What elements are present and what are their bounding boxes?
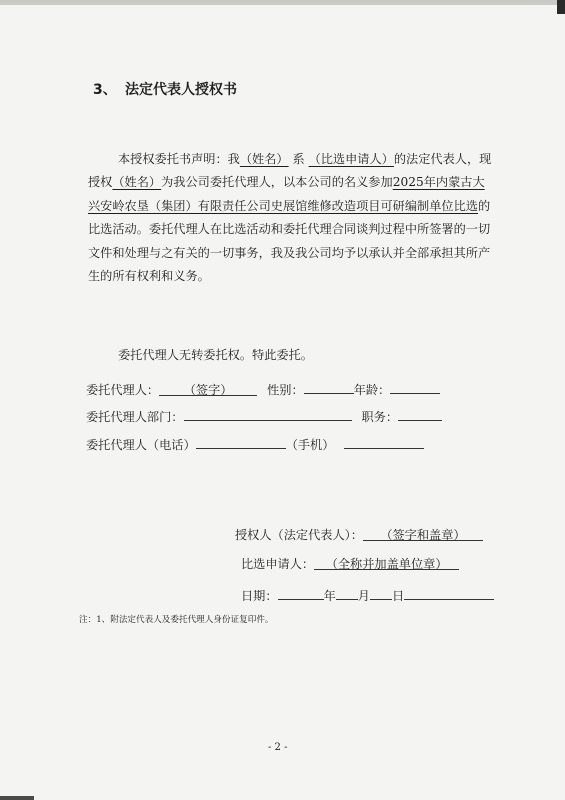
statement-text-5: 的比选活动。委托代理人在比选活动和委托代理合同谈判过程中所签署的一切文件和处理与之有关的一切事务，我及我公司均予以承认并全部承担其所产生的所有权利和义务。 [88, 198, 491, 284]
signature-hint: （签字） [183, 383, 233, 397]
trailing-blank [404, 585, 494, 600]
month-label: 月 [357, 589, 370, 603]
dept-blank [184, 406, 352, 421]
statement-text-3: 的法定代表人，现授权 [88, 152, 492, 190]
scan-top-edge [0, 0, 565, 5]
project-name: 2025年内蒙古大兴安岭农垦（集团）有限责任公司史展馆维修改造项目可研编制单位比选 [88, 175, 485, 213]
agent-label: 委托代理人： [86, 383, 160, 397]
day-label: 日 [391, 589, 405, 603]
agent-contact-row [86, 434, 424, 453]
gender-blank [304, 379, 354, 394]
section-title: 法定代表人授权书 [125, 82, 237, 98]
authorizer-label: 授权人（法定代表人）： [235, 528, 363, 542]
agent-signature-blank [159, 381, 257, 396]
section-number: 3、 [93, 82, 117, 98]
authorization-statement [88, 148, 496, 288]
applicant-label: 比选申请人： [241, 557, 315, 571]
scan-corner-mark [557, 0, 565, 14]
agent-dept-row [86, 406, 442, 425]
dept-label: 委托代理人部门： [86, 410, 184, 424]
footnote: 注：1、附法定代表人及委托代理人身份证复印件。 [79, 615, 274, 625]
age-blank [390, 379, 440, 394]
statement-text-1: 本授权委托书声明：我 [118, 152, 240, 166]
page-number: - 2 - [268, 742, 288, 753]
authorizer-row [235, 526, 483, 543]
statement-text-4: 为我公司委托代理人，以本公司的名义参加 [161, 175, 393, 190]
age-label: 年龄： [353, 383, 391, 397]
mobile-label: （手机） [285, 438, 335, 452]
scan-bottom-mark [0, 796, 34, 800]
authorizer-blank [363, 526, 483, 541]
month-blank [336, 585, 358, 600]
year-label: 年 [323, 589, 336, 603]
applicant-field: （比选申请人） [308, 152, 394, 166]
legal-rep-name-field: （姓名） [239, 152, 289, 166]
applicant-blank [314, 555, 459, 570]
authorizer-hint: （签字和盖章） [380, 528, 466, 542]
position-blank [398, 406, 442, 421]
agent-name-field: （姓名） [112, 175, 162, 190]
date-label: 日期： [241, 589, 278, 603]
applicant-hint: （全称并加盖单位章） [325, 557, 448, 571]
gender-label: 性别： [267, 383, 304, 397]
day-blank [370, 585, 392, 600]
position-label: 职务： [361, 410, 399, 424]
no-sublet-clause [88, 344, 496, 367]
mobile-blank [344, 434, 424, 449]
no-sublet-text: 委托代理人无转委托权。特此委托。 [118, 348, 313, 362]
date-row [241, 585, 494, 604]
statement-text-2: 系 [292, 152, 305, 166]
agent-info-row [86, 379, 440, 398]
phone-label: 委托代理人（电话） [86, 438, 196, 452]
section-heading [93, 79, 237, 99]
phone-blank [196, 434, 286, 449]
applicant-row [241, 555, 459, 572]
year-blank [278, 585, 324, 600]
